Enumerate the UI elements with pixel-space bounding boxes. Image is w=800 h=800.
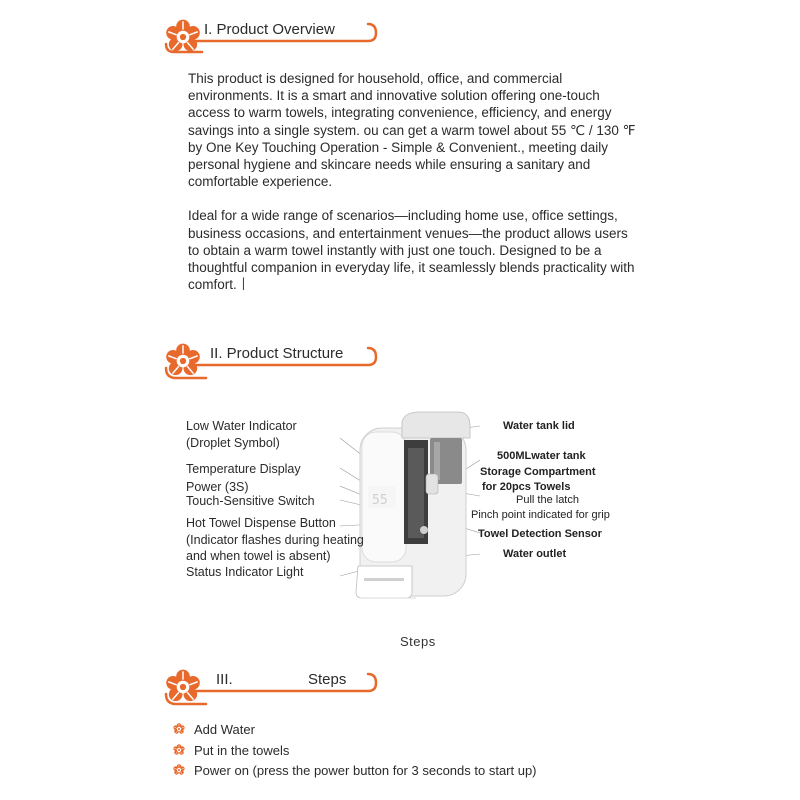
label-indicator-flashes: (Indicator flashes during heating	[186, 533, 364, 547]
overview-paragraph-2: Ideal for a wide range of scenarios—including home use, office settings, business occasions, and entertainment venues—the product allows users to obtain a warm towel instantly with just one touch. Designed to be a thoughtful companion in everyday life, it seamlessly blends practicality with comfort.丨	[188, 208, 635, 293]
section-title: II. Product Structure	[210, 345, 344, 362]
label-status-light: Status Indicator Light	[186, 565, 304, 579]
label-water-tank-lid: Water tank lid	[503, 420, 575, 432]
flower-bullet-icon	[172, 743, 186, 757]
water-tank-lid	[402, 412, 470, 438]
steps-caption: Steps	[400, 634, 436, 649]
label-power: Power (3S)	[186, 480, 249, 494]
label-towel-absent: and when towel is absent)	[186, 549, 331, 563]
label-towel-capacity: for 20pcs Towels	[482, 481, 571, 493]
product-diagram	[340, 408, 480, 608]
label-temperature-display: Temperature Display	[186, 462, 301, 476]
section-title: Steps	[308, 671, 347, 688]
display-readout: 55	[372, 493, 388, 508]
towel-tray	[356, 566, 412, 598]
section-header-steps	[162, 664, 402, 712]
label-storage-compartment: Storage Compartment	[480, 466, 596, 478]
label-low-water-indicator: Low Water Indicator	[186, 419, 297, 433]
section-title: I. Product Overview	[204, 21, 335, 38]
label-pinch-point: Pinch point indicated for grip	[471, 509, 610, 521]
overview-text	[188, 70, 638, 293]
label-pull-latch: Pull the latch	[516, 494, 579, 506]
label-dispense-button: Hot Towel Dispense Button	[186, 516, 336, 530]
flower-logo-icon	[162, 340, 204, 382]
flower-logo-icon	[162, 16, 204, 58]
towel-detection-sensor	[420, 526, 428, 534]
flower-bullet-icon	[172, 722, 186, 736]
label-droplet-symbol: (Droplet Symbol)	[186, 436, 280, 450]
label-water-tank: 500MLwater tank	[497, 450, 586, 462]
section-number: III.	[216, 671, 233, 688]
section-header-overview	[162, 14, 402, 62]
label-water-outlet: Water outlet	[503, 548, 567, 560]
step-item	[172, 741, 289, 759]
step-text: Power on (press the power button for 3 seconds to start up)	[194, 762, 537, 778]
section-header-structure	[162, 338, 402, 386]
latch	[426, 474, 438, 494]
label-towel-sensor: Towel Detection Sensor	[478, 528, 602, 540]
flower-logo-icon	[162, 666, 204, 708]
step-item	[172, 761, 537, 779]
flower-bullet-icon	[172, 763, 186, 777]
overview-paragraph-1: This product is designed for household, office, and commercial environments. It is a smart and innovative solution offering one-touch access to warm towels, integrating convenience, efficiency, and energy savings into a single system. ou can get a warm towel about 55 ℃ / 130 ℉ by One Key Touching Operation - Simple & Convenient., meeting daily personal hygiene and skincare needs while ensuring a sanitary and comfortable experience.	[188, 71, 636, 190]
label-touch-switch: Touch-Sensitive Switch	[186, 494, 315, 508]
step-text: Put in the towels	[194, 742, 290, 758]
step-text: Add Water	[194, 721, 255, 737]
step-item	[172, 720, 255, 738]
